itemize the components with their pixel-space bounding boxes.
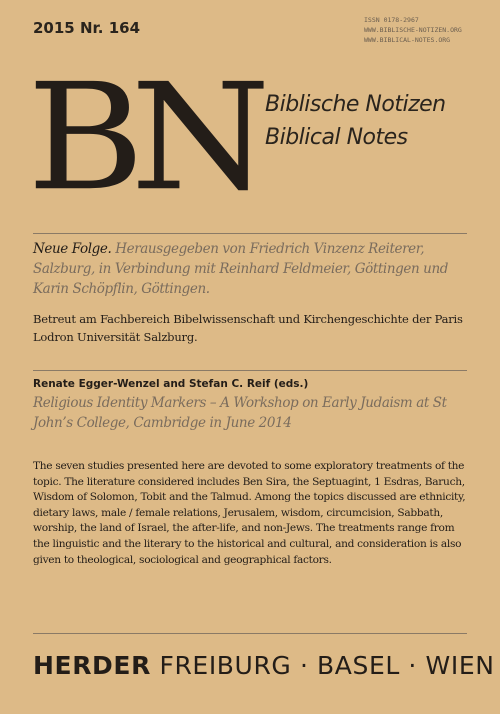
issue-number: 2015 Nr. 164	[33, 19, 141, 37]
affiliation: Betreut am Fachbereich Bibelwissenschaft und Kirchengeschichte der Paris Lodron Universität Salzburg.	[33, 312, 463, 344]
publisher-cities: FREIBURG · BASEL · WIEN	[159, 651, 495, 680]
editors-statement	[33, 239, 473, 299]
publisher-line	[33, 651, 495, 681]
bn-logo: BN	[27, 51, 257, 224]
issn: ISSN 0178-2967	[364, 16, 419, 24]
divider	[33, 233, 467, 234]
url-german: WWW.BIBLISCHE-NOTIZEN.ORG	[364, 26, 462, 34]
series-title-english: Biblical Notes	[265, 125, 408, 150]
header-info	[364, 15, 462, 45]
publisher-name: HERDER	[33, 651, 151, 680]
series-title	[265, 88, 446, 154]
divider	[33, 370, 467, 371]
editors-text: Herausgegeben von Friedrich Vinzenz Reiterer, Salzburg, in Verbindung mit Reinhard Feldmeier, Göttingen und Karin Schöpflin, Göttingen.	[33, 241, 448, 297]
divider	[33, 633, 467, 634]
book-abstract: The seven studies presented here are devoted to some exploratory treatments of the topic. The literature considered includes Ben Sira, the Septuagint, 1 Esdras, Baruch, Wisdom of Solomon, Tobit and the Talmud. Among the topics discussed are ethnicity, dietary laws, male / female relations, Jerusalem, wisdom, circumcision, Sabbath, worship, the land of Israel, the after-life, and non-Jews. The treatments range from the linguistic and the literary to the historical and cultural, and consideration is also given to theological, sociological and geographical factors.	[33, 460, 466, 566]
series-title-german: Biblische Notizen	[265, 92, 446, 117]
book-title: Religious Identity Markers – A Workshop on Early Judaism at St John’s College, Cambridge in June 2014	[33, 395, 447, 431]
book-authors: Renate Egger-Wenzel and Stefan C. Reif (eds.)	[33, 378, 309, 390]
editors-lead: Neue Folge.	[33, 241, 112, 257]
url-english: WWW.BIBLICAL-NOTES.ORG	[364, 36, 451, 44]
